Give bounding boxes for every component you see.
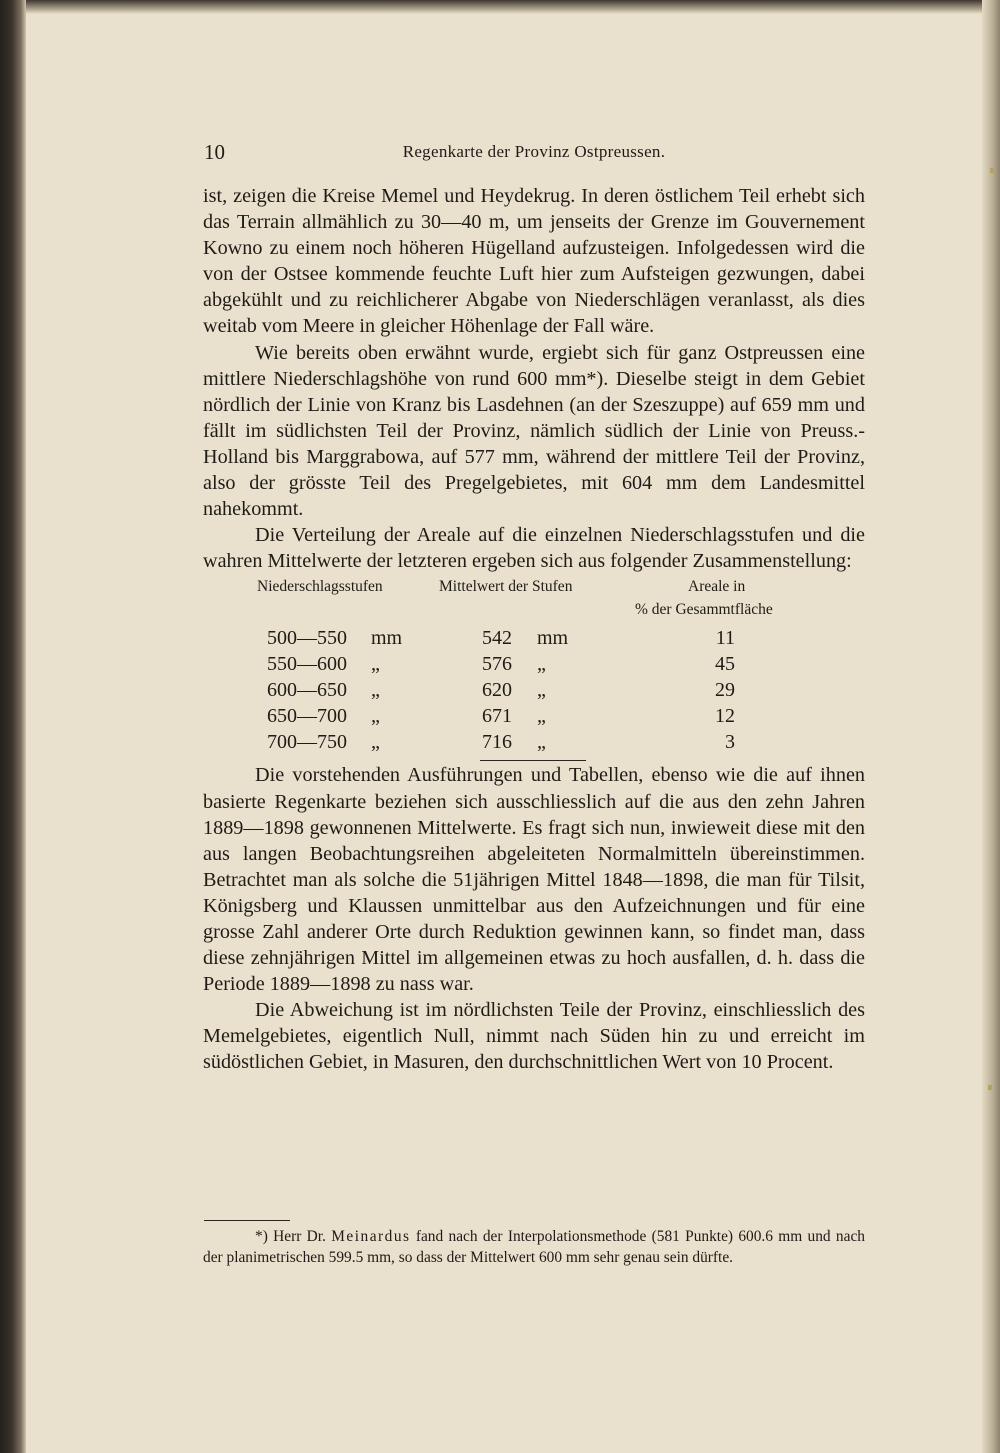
mean-cell: 576: [482, 653, 512, 676]
mean-unit-cell: „: [537, 705, 546, 728]
range-cell: 700—750: [267, 731, 347, 754]
table-sum-rule: [480, 760, 586, 761]
area-cell: 45: [715, 653, 735, 676]
table-row: [203, 677, 865, 703]
area-cell: 11: [715, 627, 735, 650]
precipitation-table: [203, 574, 865, 762]
mean-unit-cell: mm: [537, 627, 569, 650]
mean-cell: 620: [482, 679, 512, 702]
table-header-steps: Niederschlagsstufen: [257, 578, 383, 596]
paragraph: Wie bereits oben erwähnt wurde, ergiebt sich für ganz Ostpreussen eine mittlere Niederschlagshöhe von rund 600 mm*). Dieselbe steigt in dem Gebiet nördlich der Linie von Kranz bis Lasdehnen (an der Szeszuppe) auf 659 mm und fällt im südlichsten Teil der Provinz, nämlich südlich der Linie von Preuss.-Holland bis Marggrabowa, auf 577 mm, während der mittlere Teil der Provinz, also der grösste Teil des Pregelgebietes, mit 604 mm dem Landesmittel nahekommt.: [203, 341, 865, 521]
running-header: [204, 140, 864, 170]
range-unit-cell: „: [371, 705, 380, 728]
range-cell: 600—650: [267, 679, 347, 702]
footnote-text: [203, 1226, 865, 1268]
page-right-edge: [982, 0, 1000, 1453]
paper-speck: [990, 168, 994, 173]
paragraph: Die vorstehenden Ausführungen und Tabellen, ebenso wie die auf ihnen basierte Regenkarte beziehen sich ausschliesslich auf die aus den zehn Jahren 1889—1898 gewonnenen Mittelwerte. Es fragt sich nun, inwieweit diese mit den aus langen Beobachtungsreihen abgeleiteten Normalmitteln übereinstimmen. Betrachtet man als solche die 51jährigen Mittel 1848—1898, die man für Tilsit, Königsberg und Klaussen unmittelbar aus den Aufzeichnungen und für eine grosse Zahl anderer Orte durch Reduktion gewinnen kann, so findet man, dass diese zehnjährigen Mittel im allgemeinen etwas zu hoch ausfallen, d. h. dass die Periode 1889—1898 zu nass war.: [203, 764, 865, 996]
range-unit-cell: „: [371, 679, 380, 702]
table-row: [203, 703, 865, 729]
footnote-rule: [204, 1220, 290, 1221]
range-cell: 500—550: [267, 627, 347, 650]
range-unit-cell: „: [371, 731, 380, 754]
range-unit-cell: „: [371, 653, 380, 676]
paragraph: Die Abweichung ist im nördlichsten Teile der Provinz, einschliesslich des Memelgebietes, eigentlich Null, nimmt nach Süden hin zu und erreicht im südöstlichen Gebiet, in Masuren, den durchschnittlichen Wert von 10 Procent.: [203, 999, 865, 1074]
table-row: [203, 651, 865, 677]
range-unit-cell: mm: [371, 627, 403, 650]
footnote-marker: *) Herr Dr.: [255, 1228, 326, 1245]
range-cell: 550—600: [267, 653, 347, 676]
paper-speck: [988, 1085, 992, 1090]
body-text: [203, 183, 865, 1076]
table-row: [203, 625, 865, 651]
table-row: [203, 729, 865, 755]
table-header-area: Areale in: [688, 578, 746, 596]
footnote-body: fand nach der Interpolationsmethode (581 Punkte) 600.6 mm und nach der planimetrischen 599.5 mm, so dass der Mittelwert 600 mm sehr genau sein dürfte.: [203, 1228, 865, 1266]
area-cell: 29: [715, 679, 735, 702]
mean-unit-cell: „: [537, 653, 546, 676]
book-binding: [0, 0, 26, 1453]
footnote-author: Meinardus: [331, 1228, 411, 1245]
range-cell: 650—700: [267, 705, 347, 728]
mean-unit-cell: „: [537, 679, 546, 702]
area-cell: 12: [715, 705, 735, 728]
mean-cell: 716: [482, 731, 512, 754]
mean-cell: 542: [482, 627, 512, 650]
page-top-shadow: [26, 0, 982, 14]
paragraph: Die Verteilung der Areale auf die einzelnen Niederschlagsstufen und die wahren Mittelwerte der letzteren ergeben sich aus folgender Zusammenstellung:: [203, 524, 865, 573]
paragraph: ist, zeigen die Kreise Memel und Heydekrug. In deren östlichem Teil erhebt sich das Terrain allmählich zu 30—40 m, um jenseits der Grenze im Gouvernement Kowno zu einem noch höheren Hügelland aufzusteigen. Infolgedessen wird die von der Ostsee kommende feuchte Luft hier zum Aufsteigen gezwungen, dabei abgekühlt und zu reichlicherer Abgabe von Niederschlägen veranlasst, als dies weitab vom Meere in gleicher Höhenlage der Fall wäre.: [203, 185, 865, 338]
mean-cell: 671: [482, 705, 512, 728]
table-header-mean: Mittelwert der Stufen: [439, 578, 573, 596]
area-cell: 3: [725, 731, 735, 754]
page-number: 10: [204, 140, 225, 164]
mean-unit-cell: „: [537, 731, 546, 754]
table-header-area-unit: % der Gesammtfläche: [635, 601, 773, 619]
running-title: Regenkarte der Provinz Ostpreussen.: [402, 142, 666, 161]
footnote: [203, 1226, 865, 1268]
